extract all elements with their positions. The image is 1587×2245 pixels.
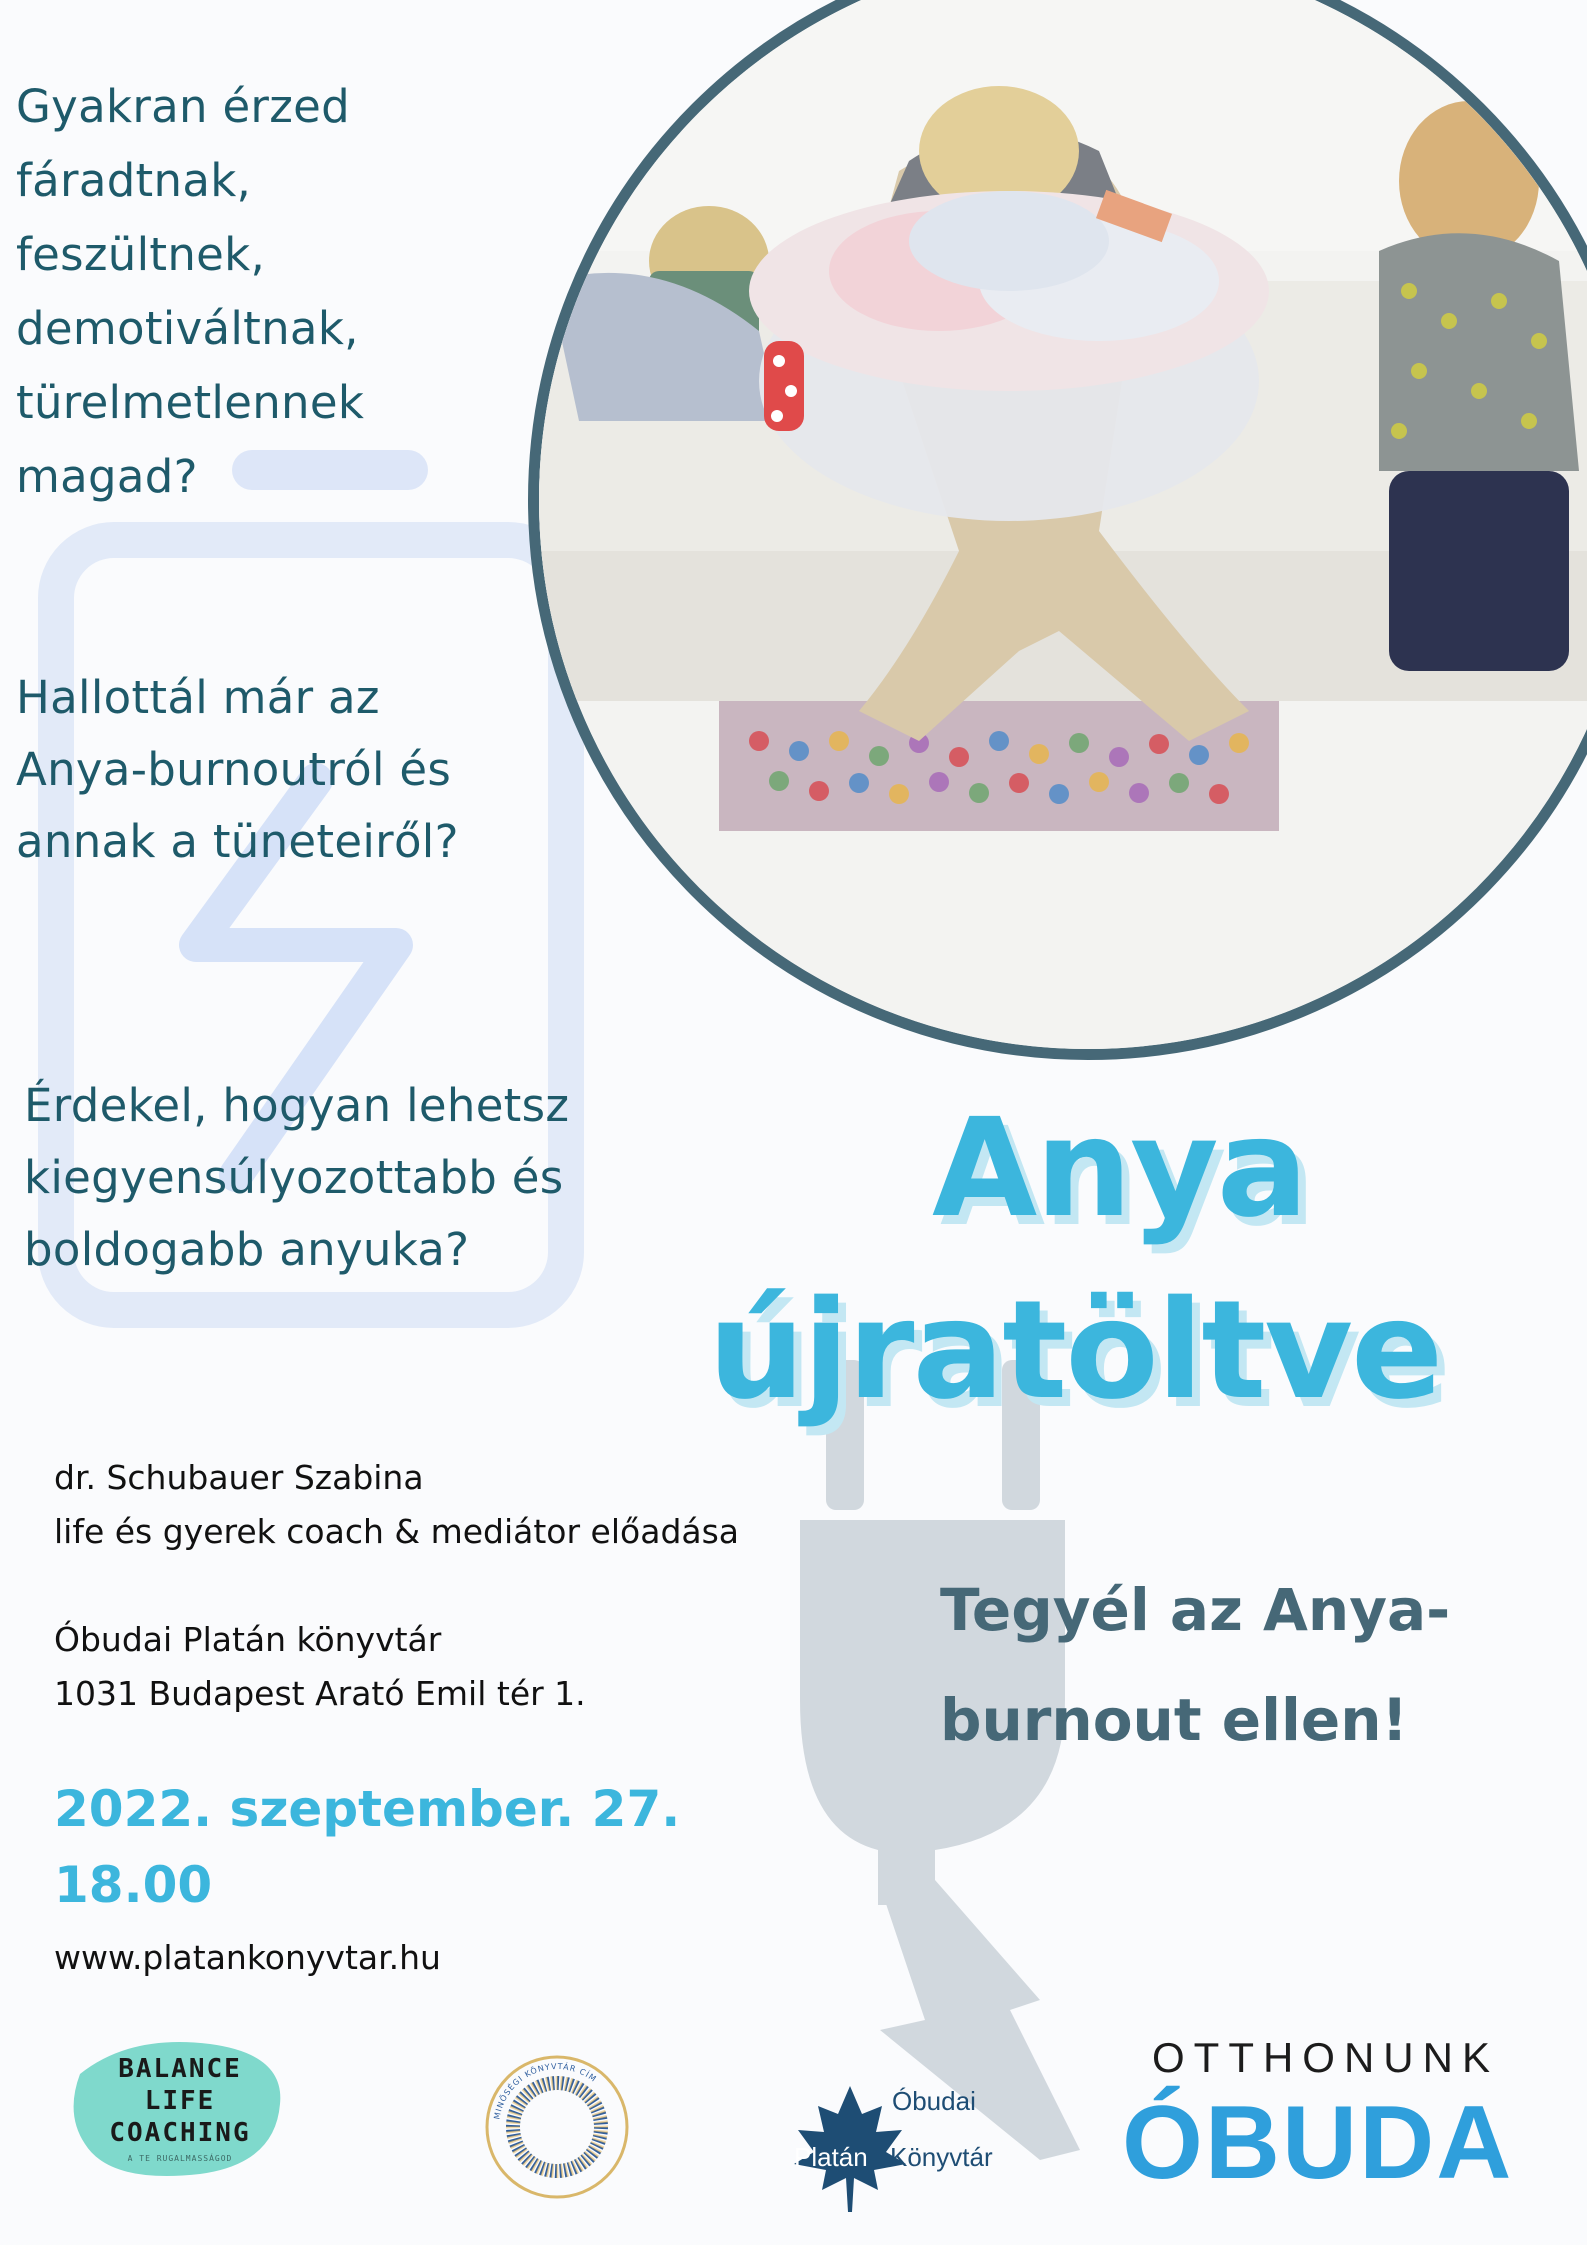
question-line: türelmetlennek [16, 376, 365, 429]
balance-subtitle: A TE RUGALMASSÁGOD [127, 2154, 233, 2163]
website-link[interactable]: www.platankonyvtar.hu [54, 1938, 441, 1977]
venue-address: 1031 Budapest Arató Emil tér 1. [54, 1674, 586, 1713]
platan-top-text: Óbudai [892, 2086, 976, 2116]
question-line: fáradtnak, [16, 154, 252, 207]
question-burnout [16, 662, 616, 878]
question-line: Anya-burnoutról és [16, 743, 452, 796]
question-tired [16, 70, 576, 514]
quality-ring-icon [482, 2052, 632, 2202]
obuda-top-text: OTTHONUNK [1152, 2034, 1499, 2081]
quality-ring-text: MINŐSÉGI KÖNYVTÁR CÍM [492, 2061, 599, 2121]
question-line: boldogabb anyuka? [24, 1223, 470, 1276]
question-line: feszültnek, [16, 228, 266, 281]
question-line: kiegyensúlyozottabb és [24, 1151, 564, 1204]
event-date: 2022. szeptember. 27. [54, 1780, 681, 1838]
tagline-line-1: Tegyél az Anya- [940, 1576, 1451, 1644]
obuda-big-text: ÓBUDA [1122, 2085, 1514, 2201]
question-line: Érdekel, hogyan lehetsz [24, 1079, 570, 1132]
otthonunk-obuda-logo [1118, 2034, 1558, 2201]
question-line: demotiváltnak, [16, 302, 359, 355]
title-ujratoltve: újratöltve [708, 1272, 1442, 1430]
question-line: Hallottál már az [16, 671, 380, 724]
venue-name: Óbudai Platán könyvtár [54, 1620, 442, 1659]
question-line: magad? [16, 450, 198, 503]
event-time: 18.00 [54, 1856, 213, 1914]
balance-word-1: BALANCE [118, 2054, 242, 2084]
speaker-name: dr. Schubauer Szabina [54, 1458, 424, 1497]
photo-illustration [539, 0, 1587, 1051]
quality-library-logo [482, 2052, 632, 2202]
question-line: annak a tüneteiről? [16, 815, 459, 868]
question-line: Gyakran érzed [16, 80, 350, 133]
speaker-role: life és gyerek coach & mediátor előadása [54, 1512, 740, 1551]
tagline-line-2: burnout ellen! [940, 1686, 1408, 1754]
question-balance [24, 1070, 704, 1286]
balance-word-2: LIFE [144, 2086, 216, 2116]
balance-word-3: COACHING [109, 2118, 251, 2148]
platan-right-text: Könyvtár [890, 2142, 993, 2172]
platan-library-logo [790, 2084, 1020, 2214]
platan-left-text: Platán [794, 2142, 868, 2172]
balance-life-coaching-logo [70, 2034, 290, 2184]
title-anya: Anya [932, 1090, 1307, 1248]
